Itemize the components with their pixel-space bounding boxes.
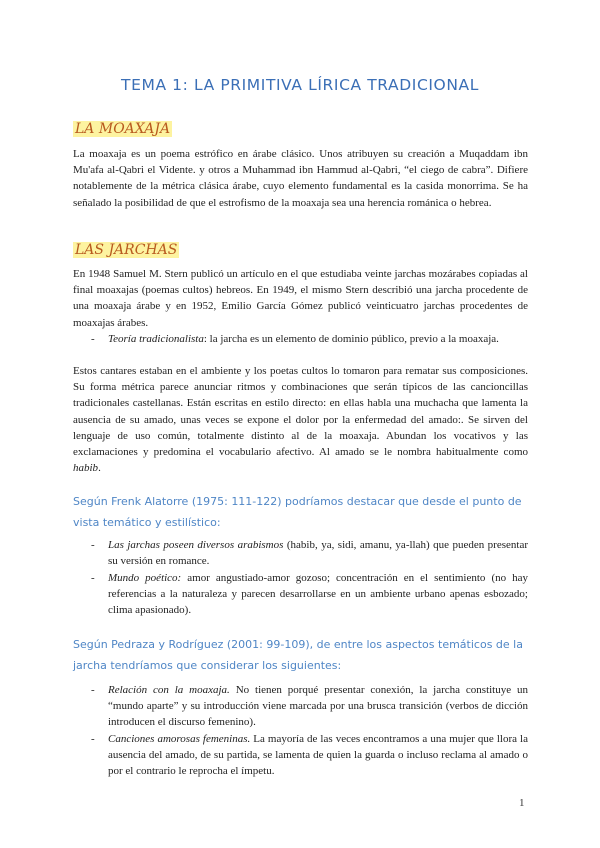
jarchas-bullet-item (91, 331, 528, 347)
frenk-item-1 (91, 537, 528, 569)
bullet-dash: - (91, 539, 95, 551)
section-heading-moaxaja: LA MOAXAJA (75, 121, 171, 137)
bullet-lead: Las jarchas poseen diversos arabismos (108, 539, 284, 551)
bullet-dash: - (91, 333, 95, 345)
pedraza-item-1 (91, 682, 528, 731)
jarchas-paragraph-2 (73, 363, 528, 476)
page-number: 1 (519, 797, 525, 809)
bullet-dash: - (91, 733, 95, 745)
bullet-text: amor angustiado-amor gozoso; concentración en el sentimiento (no hay referencias a la naturaleza y parecen desarrollarse en un ambiente urbano apenas esbozado; clima apasionado). (108, 572, 529, 617)
section-heading-jarchas: LAS JARCHAS (75, 242, 178, 258)
bullet-lead: Canciones amorosas femeninas. (108, 733, 251, 745)
paragraph-2-habib: habib (73, 462, 99, 475)
pedraza-item-2 (91, 731, 528, 780)
section-heading-frenk: Según Frenk Alatorre (1975: 111-122) podríamos destacar que desde el punto de vista temático y estilístico: (73, 495, 522, 529)
bullet-lead: Relación con la moaxaja. (108, 684, 230, 696)
bullet-text: (habib, ya, sidi, amanu, ya-llah) que pueden presentar su versión en romance. (108, 539, 528, 568)
bullet-text: La mayoría de las veces encontramos a una mujer que llora la ausencia del amado, de su partida, se lamenta de quien la guarda o incluso reclama al amado o por el contrario le reprocha el ímpetu. (108, 733, 528, 778)
bullet-lead: Mundo poético: (108, 572, 182, 584)
page-title: TEMA 1: LA PRIMITIVA LÍRICA TRADICIONAL (121, 76, 479, 94)
bullet-dash: - (91, 684, 95, 696)
frenk-item-2 (91, 570, 528, 619)
bullet-text: : la jarcha es un elemento de dominio público, previo a la moaxaja. (203, 333, 499, 345)
jarchas-paragraph-1: En 1948 Samuel M. Stern publicó un artículo en el que estudiaba veinte jarchas mozárabes copiadas al final moaxajas (poemas cultos) hebreos. En 1949, el mismo Stern describió una jarcha procedente de una moaxaja árabe y en 1952, Emilio García Gómez publicó veinticuatro jarchas procedentes de moaxajas árabes. (73, 268, 528, 329)
bullet-text: No tienen porqué presentar conexión, la jarcha constituye un “mundo aparte” y su introducción viene marcada por una brusca transición (verbos de dicción introducen el discurso femenino). (108, 684, 528, 729)
paragraph-2-end: . (98, 462, 101, 475)
paragraph-2-text: Estos cantares estaban en el ambiente y los poetas cultos lo tomaron para rematar sus composiciones. Su forma métrica parece anunciar ritmos y combinaciones que serán típicos de las cancioncillas tradicionales castellanas. Están escritas en estilo directo: en ellas habla una muchacha que lamenta la ausencia de su amado, unas veces se expone el dolor por la enfermedad del amado:. Se sirven del lenguaje de uso común, totalmente distinto al de la moaxaja. Abundan los vocativos y las exclamaciones y predomina el vocabulario afectivo. Al amado se le nombra habitualmente como (73, 365, 528, 459)
bullet-dash: - (91, 572, 95, 584)
section-heading-pedraza: Según Pedraza y Rodríguez (2001: 99-109), de entre los aspectos temáticos de la jarcha tendríamos que considerar los siguientes: (73, 638, 523, 672)
bullet-lead: Teoría tradicionalista (108, 333, 204, 345)
moaxaja-paragraph: La moaxaja es un poema estrófico en árabe clásico. Unos atribuyen su creación a Muqaddam ibn Mu'afa al-Qabri el Vidente. y otros a Muhammad ibn Hammud al-Qabri, “el ciego de cabra”. Difiere notablemente de la métrica clásica árabe, cuyo elemento fundamental es la casida monorrima. Se ha señalado la posibilidad de que el estrofismo de la moaxaja sea una herencia románica o hebrea. (73, 148, 528, 209)
